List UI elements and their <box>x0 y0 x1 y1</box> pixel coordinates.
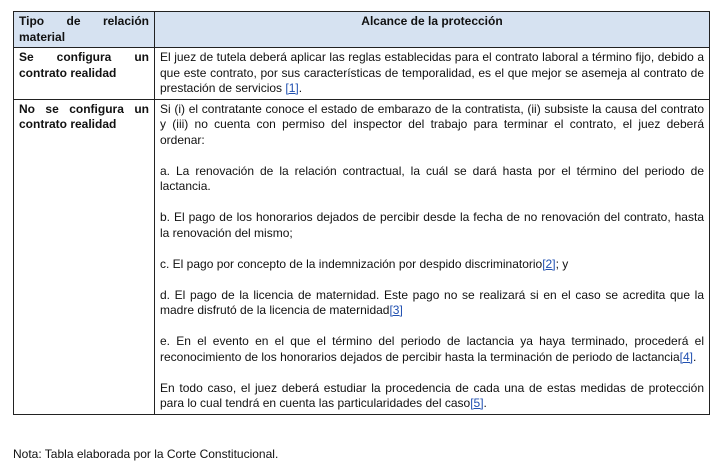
relation-type-cell: No se configura un contrato realidad <box>14 99 155 414</box>
paragraph-tail: . <box>483 396 487 410</box>
header-protection-scope: Alcance de la protección <box>155 12 710 48</box>
scope-paragraph <box>160 288 704 319</box>
scope-paragraph <box>160 381 704 412</box>
footnote-link[interactable]: [4] <box>679 349 693 364</box>
paragraph-text: El juez de tutela deberá aplicar las reglas establecidas para el contrato laboral a término fijo, debido a que este contrato, por sus características de temporalidad, es el que mejor se asemeja al contrato de prestación de servicios <box>160 50 704 95</box>
footnote-link[interactable]: [2] <box>542 256 556 271</box>
protection-scope-cell <box>155 48 710 100</box>
paragraph-text: En todo caso, el juez deberá estudiar la procedencia de cada una de estas medidas de protección para lo cual tendrá en cuenta las particularidades del caso <box>160 380 704 410</box>
paragraph-tail: ; y <box>555 256 569 271</box>
paragraph-text: c. El pago por concepto de la indemnización por despido discriminatorio <box>160 256 543 271</box>
footnote-link[interactable]: [3] <box>389 303 403 317</box>
paragraph-tail: . <box>693 349 697 364</box>
protection-scope-cell <box>155 99 710 414</box>
footnote-link[interactable]: [1] <box>285 81 299 95</box>
relation-type-cell: Se configura un contrato realidad <box>14 48 155 100</box>
scope-paragraph <box>160 210 704 241</box>
scope-paragraph <box>160 50 704 97</box>
scope-paragraph <box>160 164 704 195</box>
table-header-row <box>14 12 710 48</box>
paragraph-text: a. La renovación de la relación contractual, la cuál se dará hasta por el término del periodo de lactancia. <box>160 163 704 193</box>
table-row <box>14 99 710 414</box>
scope-paragraph <box>160 334 704 365</box>
table-note: Nota: Tabla elaborada por la Corte Constitucional. <box>13 447 279 461</box>
scope-paragraph <box>160 102 704 149</box>
table-row <box>14 48 710 100</box>
paragraph-text: d. El pago de la licencia de maternidad. Este pago no se realizará si en el caso se acredita que la madre disfrutó de la licencia de maternidad <box>160 287 704 317</box>
paragraph-text: Si (i) el contratante conoce el estado de embarazo de la contratista, (ii) subsiste la causa del contrato y (iii) no cuenta con permiso del inspector del trabajo para terminar el contrato, el juez deberá ordenar: <box>160 101 704 147</box>
header-relation-type: Tipo de relación material <box>14 12 155 48</box>
scope-paragraph <box>160 257 704 273</box>
protection-table <box>13 11 710 415</box>
paragraph-tail: . <box>298 81 303 95</box>
paragraph-text: b. El pago de los honorarios dejados de percibir desde la fecha de no renovación del contrato, hasta la renovación del mismo; <box>160 210 704 240</box>
paragraph-text: e. En el evento en el que el término del periodo de lactancia ya haya terminado, procederá el reconocimiento de los honorarios dejados de percibir hasta la terminación de periodo de lactancia <box>160 334 704 364</box>
footnote-link[interactable]: [5] <box>470 396 484 410</box>
